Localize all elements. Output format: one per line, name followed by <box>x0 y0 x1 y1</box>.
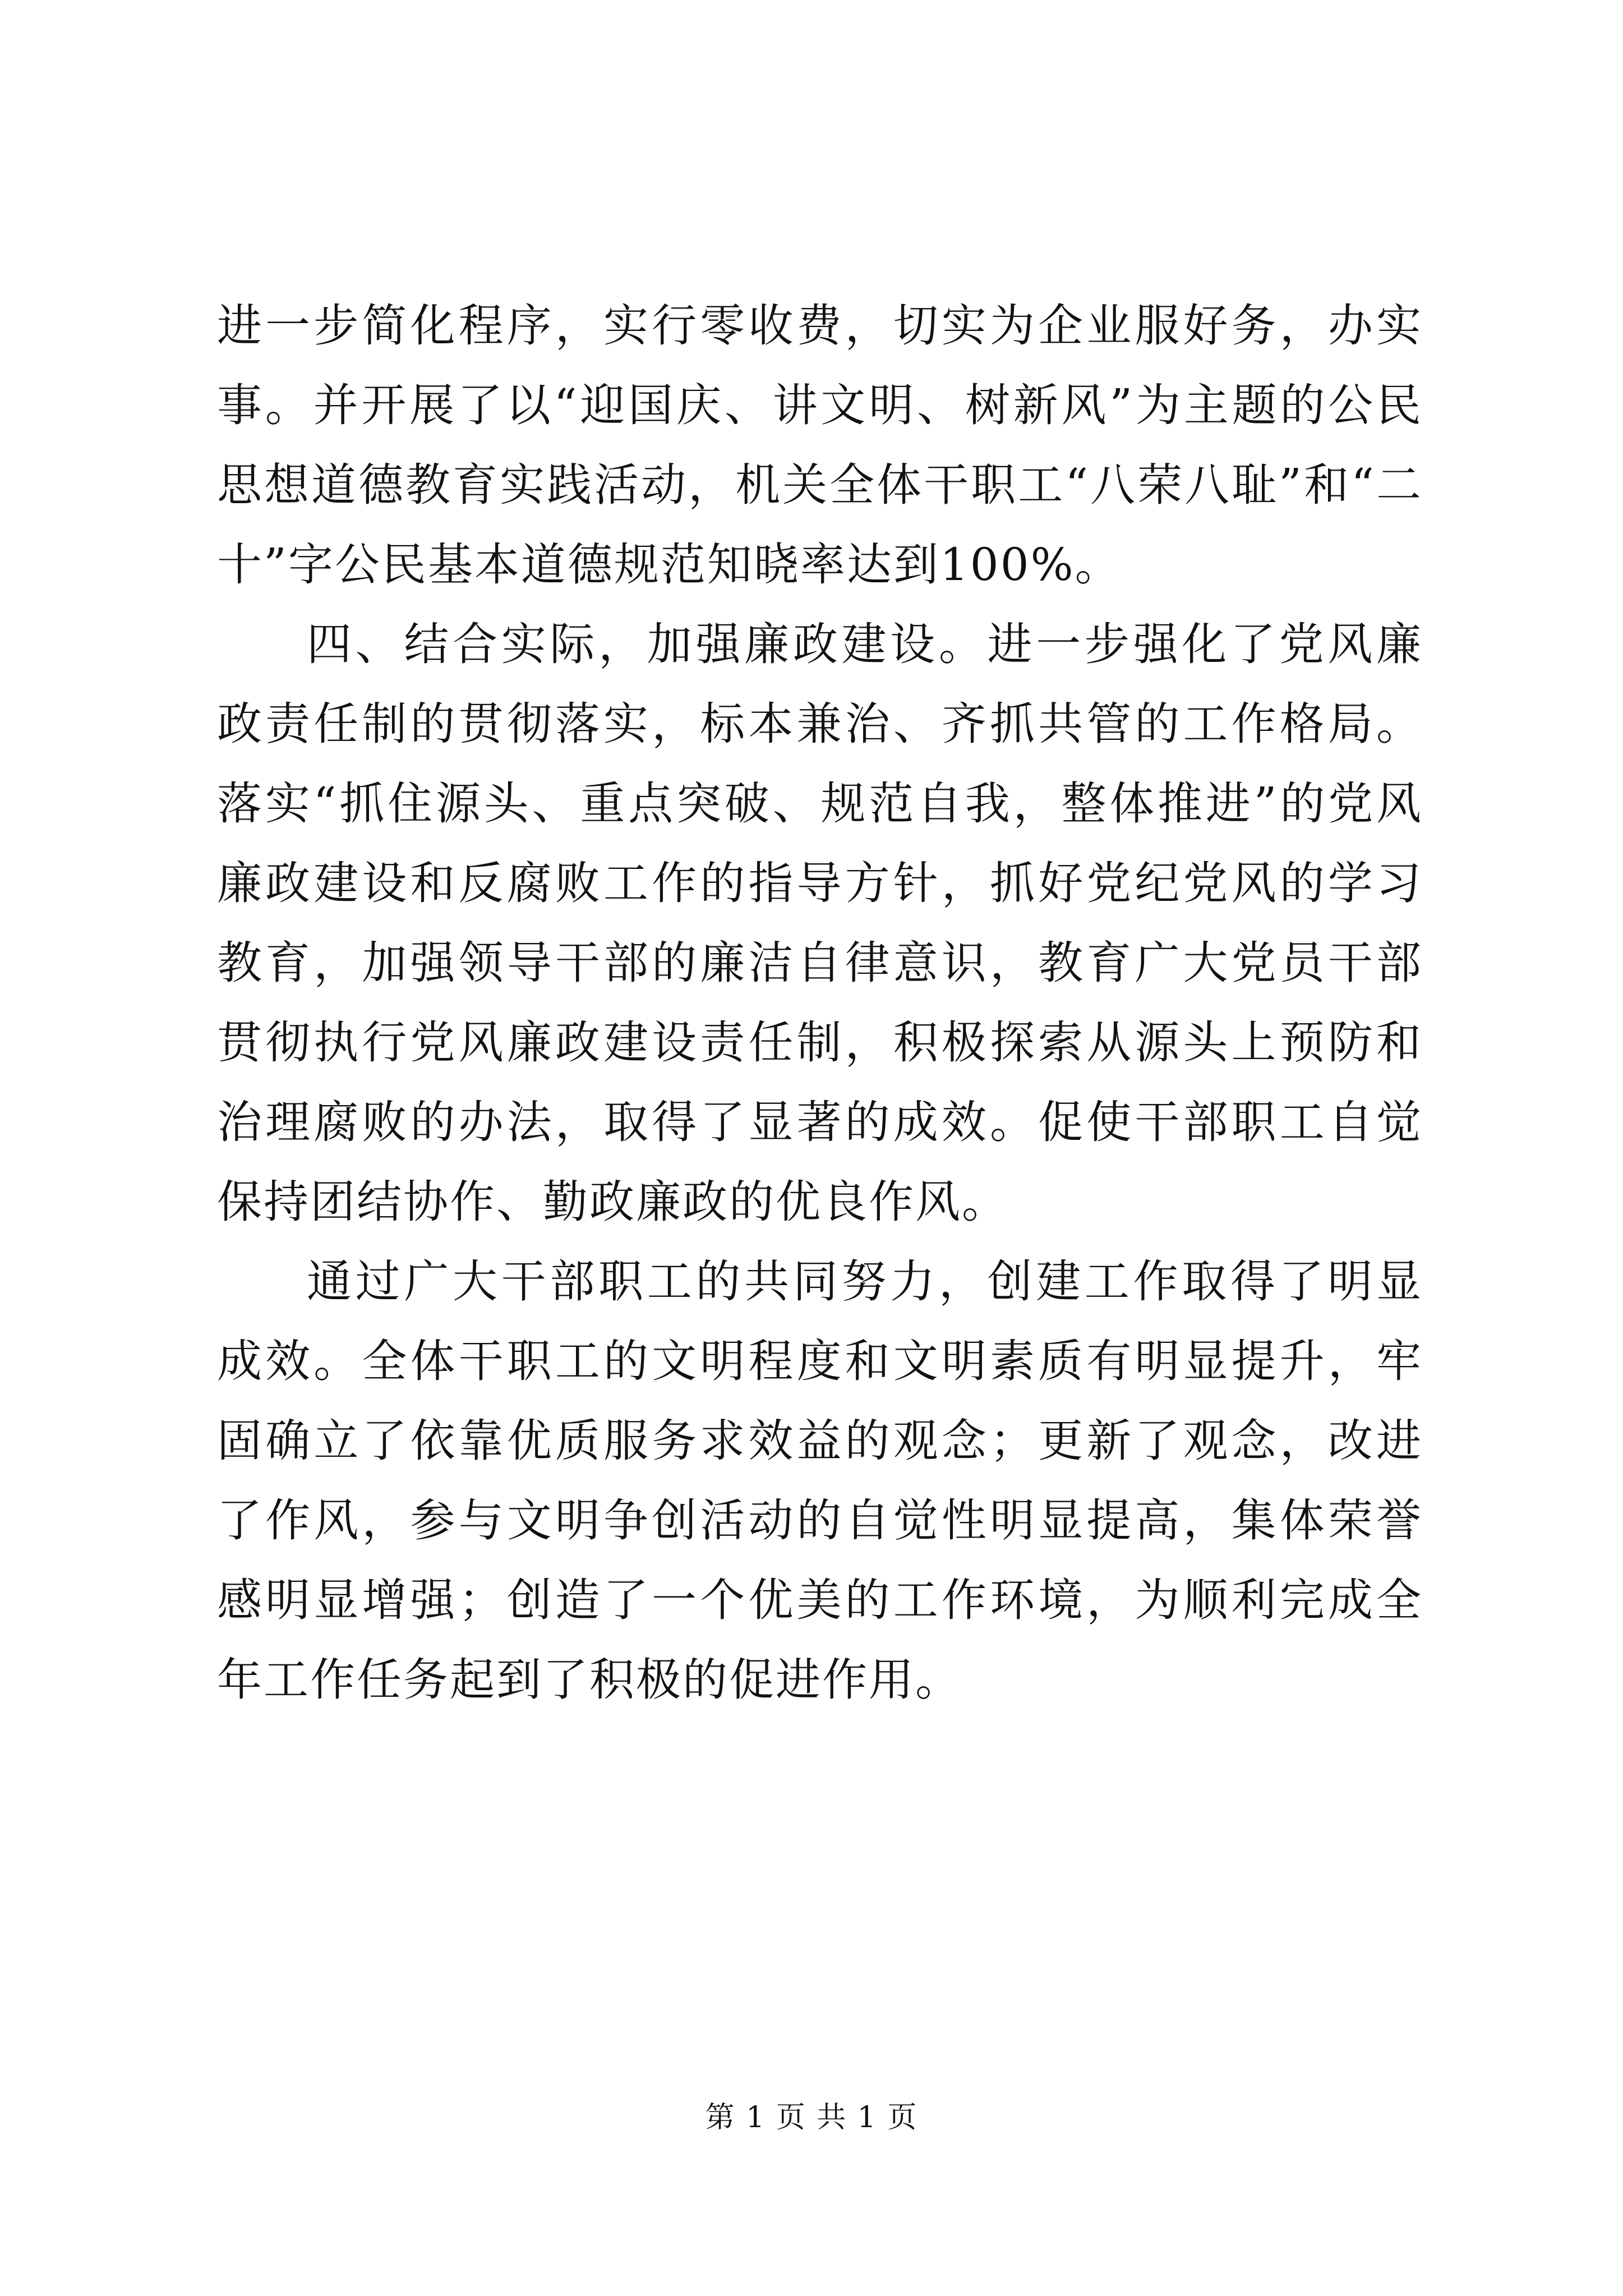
page-number-footer: 第 1 页 共 1 页 <box>705 2101 918 2134</box>
document-body <box>217 286 1423 1720</box>
paragraph-summary: 通过广大干部职工的共同努力，创建工作取得了明显成效。全体干职工的文明程度和文明素质有明显提升，牢固确立了依靠优质服务求效益的观念；更新了观念，改进了作风，参与文明争创活动的自觉性明显提高，集体荣誉感明显增强；创造了一个优美的工作环境，为顺利完成全年工作任务起到了积极的促进作用。 <box>217 1255 1423 1706</box>
paragraph-integrity-building: 四、结合实际，加强廉政建设。进一步强化了党风廉政责任制的贯彻落实，标本兼治、齐抓共管的工作格局。落实“抓住源头、重点突破、规范自我，整体推进”的党风廉政建设和反腐败工作的指导方针，抓好党纪党风的学习教育，加强领导干部的廉洁自律意识，教育广大党员干部贯彻执行党风廉政建设责任制，积极探索从源头上预防和治理腐败的办法，取得了显著的成效。促使干部职工自觉保持团结协作、勤政廉政的优良作风。 <box>217 618 1423 1228</box>
paragraph-continuation: 进一步简化程序，实行零收费，切实为企业服好务，办实事。并开展了以“迎国庆、讲文明、树新风”为主题的公民思想道德教育实践活动，机关全体干职工“八荣八耻”和“二十”字公民基本道德规范知晓率达到100%。 <box>217 300 1423 591</box>
